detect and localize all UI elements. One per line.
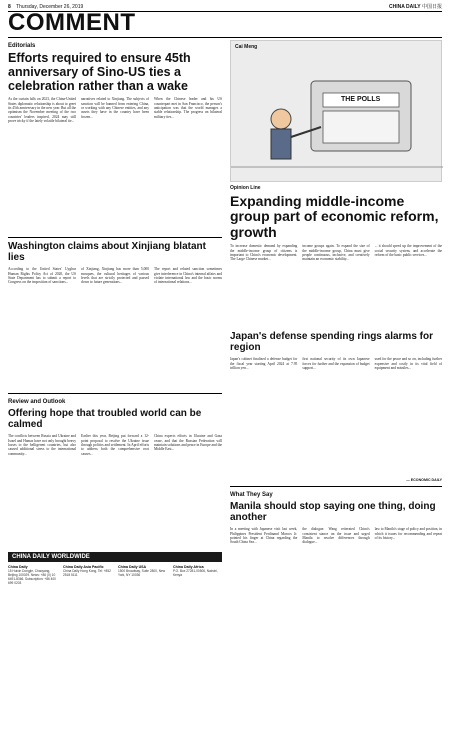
footer-title: China Daily: [8, 565, 28, 570]
cartoon-illustration: [231, 41, 443, 183]
article-col: income groups again. To expand the size of the middle-income group, China must give people continuous, inclusive, and creatively maintain an economic stability...: [302, 244, 370, 262]
article-middle-income: [230, 244, 442, 328]
article-col: To increase domestic demand by expanding the middle-income group of citizens is important to China's economic development. The Large Chinese market...: [230, 244, 298, 262]
headline-manila[interactable]: Manila should stop saying one thing, doing another: [230, 501, 436, 524]
footer-title: China Daily Asia Pacific: [63, 565, 104, 570]
right-column: [230, 38, 442, 673]
article-col: narratives related to Xinjiang. The subjects of sanction will be banned from entering China, or working with any Chinese entities, and any assets they have in the country have been frozen...: [81, 97, 149, 119]
article-col: Earlier this year, Beijing put forward a 12-point proposal to resolve the Ukraine issue through politics and settlement. In April efforts to address both the comprehensive root causes...: [81, 434, 149, 456]
article-col: of Xinjiang, Xinjiang has more than 5,000 mosques, the cultural heritages of various levels that are strictly protected and passed down to future generations...: [81, 267, 149, 285]
footer-text: China Daily Hong Kong, Tel: +852 2518 5111: [63, 569, 111, 578]
divider: [8, 393, 222, 394]
footer-title: China Daily Africa: [173, 565, 204, 570]
section-tag-what-they-say: What They Say: [230, 492, 273, 499]
article-col: used for the peace and so on, including further expensive and costly in its vital field of equipment and missiles...: [374, 357, 442, 370]
article-col: The report and related sanction sometimes give interference in China's internal affairs and violate international law and the basic norms of international relations...: [154, 267, 222, 285]
article-col: first national security of its own Japanese forces for further and the expansion of budget support...: [302, 357, 370, 370]
article-xinjiang: [8, 267, 222, 389]
article-col: The conflicts between Russia and Ukraine and Israel and Hamas have not only brought heavy losses to the belligerent countries, but also caused additional stress to the international community...: [8, 434, 76, 456]
section-tag-opinion: Opinion Line: [230, 185, 261, 191]
headline-middle-income[interactable]: Expanding middle-income group part of economic reform, growth: [230, 193, 439, 240]
article-col: According to the United States' Uyghur Human Rights Policy Act of 2020, the US State Department has to submit a report to Congress on the imposition of sanctions...: [8, 267, 76, 285]
article-col: ... it should speed up the improvement of the social security system, and accelerate the reform of the basic public services...: [374, 244, 442, 257]
footer-text: P.O. Box 27281-00506, Nairobi, Kenya: [173, 569, 218, 578]
section-tag-editorials: Editorials: [8, 43, 36, 49]
section-tag-review: Review and Outlook: [8, 399, 66, 406]
article-col: the dialogue. Wang reiterated China's consistent stance on the issue and urged Manila to resolve differences through dialogue...: [302, 527, 370, 545]
article-troubled-world: [8, 434, 222, 546]
cartoon-caption: THE POLLS: [341, 96, 381, 103]
headline-xinjiang[interactable]: Washington claims about Xinjiang blatant lies: [8, 241, 206, 264]
headline-japan-defense[interactable]: Japan's defense spending rings alarms for region: [230, 331, 433, 354]
article-col: law to Manila's stage of policy and position, in which it issues for recommending and repeat of its history...: [374, 527, 442, 540]
paper-name: CHINA DAILY: [389, 4, 421, 10]
article-col: Japan's cabinet finalized a defense budget for the fiscal year starting April 2024 at 7.95 trillion yen...: [230, 357, 298, 370]
cartoon-credit: Cai Meng: [235, 44, 258, 50]
footer-col: [173, 565, 222, 585]
editorial-cartoon[interactable]: [230, 40, 442, 182]
article-col: China expects efforts in Ukraine and Gaza cease, and that the Russian Federation will maintain solutions and peace in Europe and the Middle East...: [154, 434, 222, 452]
footer-col: [118, 565, 167, 585]
article-sino-us: [8, 97, 222, 233]
footer-text: 15 Huixin Dongjie, Chaoyang, Beijing 100029. News: +86 (0) 10 6491-8366. Subscription: +86 400 699 0203: [8, 569, 56, 586]
headline-sino-us[interactable]: Efforts required to ensure 45th anniversary of Sino-US ties a celebration rather than a wake: [8, 51, 191, 93]
contact-footer: [8, 565, 222, 585]
left-column: [8, 38, 222, 673]
page-number: 8: [8, 3, 11, 10]
footer-col: [63, 565, 112, 585]
byline: — ECONOMIC DAILY: [406, 478, 442, 483]
footer-col: [8, 565, 57, 585]
article-col: As the curtain falls on 2023, the China-United States diplomatic relationship is about to greet its 45th anniversary in the new year. But all the optimism the November meeting of the two countries' leaders inspired, 2024 may still prove tricky if the lately volatile bilateral tie...: [8, 97, 76, 124]
headline-troubled-world[interactable]: Offering hope that troubled world can be calmed: [8, 408, 202, 431]
divider: [230, 486, 442, 487]
section-title: COMMENT: [8, 9, 136, 36]
article-japan-defense: [230, 357, 442, 477]
article-col: In a meeting with Japanese visit last week, Philippines President Ferdinand Marcos Jr. pointed his finger at China regarding the South China Sea...: [230, 527, 298, 545]
divider: [8, 237, 222, 238]
footer-text: 1500 Broadway, Suite 2800, New York, NY 10036: [118, 569, 166, 578]
article-manila: [230, 527, 442, 673]
paper-name-cn: 中国日报: [421, 4, 442, 10]
masthead: [8, 9, 442, 38]
worldwide-banner: CHINA DAILY WORLDWIDE: [8, 552, 222, 562]
newspaper-page: [8, 3, 442, 741]
footer-title: China Daily USA: [118, 565, 147, 570]
article-col: When the Chinese leader and his US counterpart met in San Francisco, the person's anticipation was that the world manages a stable relationship. The progress on bilateral military ties...: [154, 97, 222, 119]
issue-date: Thursday, December 26, 2019: [16, 3, 84, 10]
